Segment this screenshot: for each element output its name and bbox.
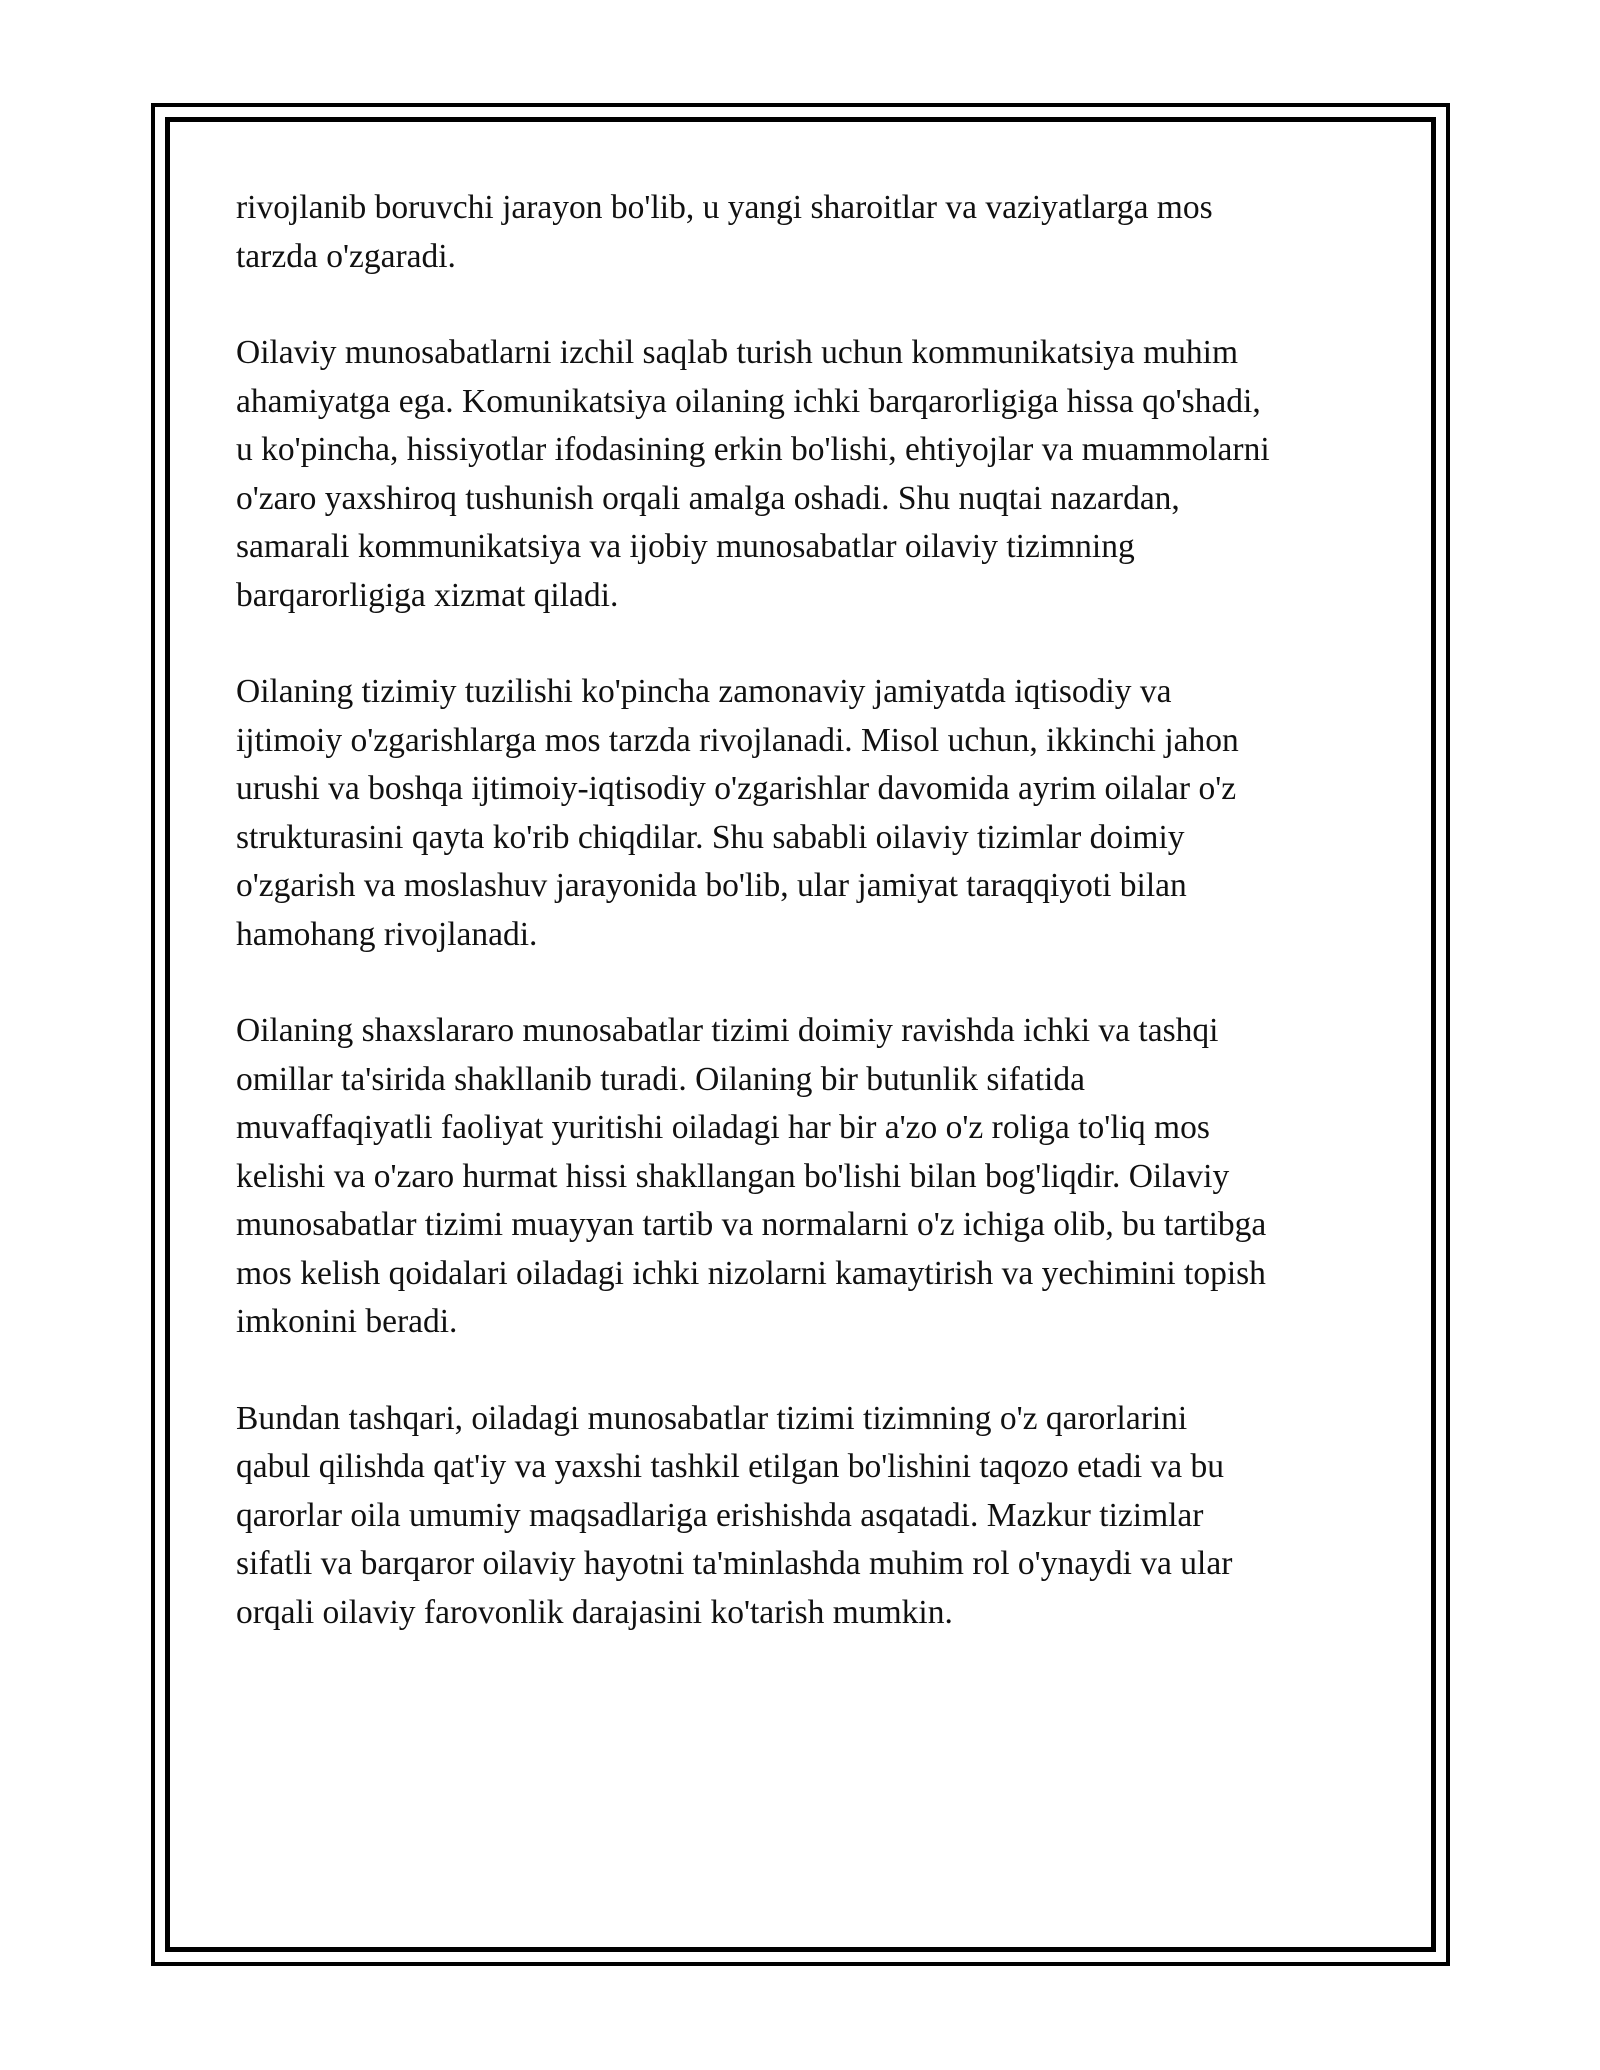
text-line: o'zgarish va moslashuv jarayonida bo'lib, ular jamiyat taraqqiyoti bilan [236, 867, 1187, 904]
text-line: barqarorligiga xizmat qiladi. [236, 576, 619, 614]
text-line: qarorlar oila umumiy maqsadlariga erishishda asqatadi. Mazkur tizimlar [236, 1496, 1204, 1534]
text-line: munosabatlar tizimi muayyan tartib va normalarni o'z ichiga olib, bu tartibga [236, 1206, 1267, 1243]
text-line: mos kelish qoidalari oiladagi ichki nizolarni kamaytirish va yechimini topish [236, 1254, 1266, 1292]
text-line: Oilaviy munosabatlarni izchil saqlab turish uchun kommunikatsiya muhim [236, 334, 1239, 371]
text-line: qabul qilishda qat'iy va yaxshi tashkil etilgan bo'lishini taqozo etadi va bu [236, 1448, 1225, 1485]
text-line: u ko'pincha, hissiyotlar ifodasining erkin bo'lishi, ehtiyojlar va muammolarni [236, 431, 1270, 468]
text-line: muvaffaqiyatli faoliyat yuritishi oiladagi har bir a'zo o'z roliga to'liq mos [236, 1109, 1210, 1146]
text-line: ahamiyatga ega. Komunikatsiya oilaning ichki barqarorligiga hissa qo'shadi, [236, 382, 1261, 420]
text-line: ijtimoiy o'zgarishlarga mos tarzda rivojlanadi. Misol uchun, ikkinchi jahon [236, 721, 1239, 759]
text-line: omillar ta'sirida shakllanib turadi. Oilaning bir butunlik sifatida [236, 1060, 1085, 1098]
paragraph [236, 184, 1376, 281]
text-line: Oilaning tizimiy tuzilishi ko'pincha zamonaviy jamiyatda iqtisodiy va [236, 673, 1172, 710]
text-line: hamohang rivojlanadi. [236, 915, 538, 953]
text-line: sifatli va barqaror oilaviy hayotni ta'minlashda muhim rol o'ynaydi va ular [236, 1545, 1233, 1582]
document-body [236, 184, 1376, 1637]
paragraph [236, 1395, 1376, 1638]
paragraph [236, 329, 1376, 620]
text-line: samarali kommunikatsiya va ijobiy munosabatlar oilaviy tizimning [236, 528, 1135, 565]
text-line: strukturasini qayta ko'rib chiqdilar. Shu sababli oilaviy tizimlar doimiy [236, 818, 1185, 856]
text-line: Bundan tashqari, oiladagi munosabatlar tizimi tizimning o'z qarorlarini [236, 1399, 1188, 1437]
text-line: Oilaning shaxslararo munosabatlar tizimi doimiy ravishda ichki va tashqi [236, 1012, 1219, 1049]
text-line: imkonini beradi. [236, 1303, 458, 1340]
text-line: o'zaro yaxshiroq tushunish orqali amalga oshadi. Shu nuqtai nazardan, [236, 479, 1180, 517]
paragraph [236, 668, 1376, 959]
text-line: urushi va boshqa ijtimoiy-iqtisodiy o'zgarishlar davomida ayrim oilalar o'z [236, 770, 1237, 807]
text-line: rivojlanib boruvchi jarayon bo'lib, u yangi sharoitlar va vaziyatlarga mos [236, 189, 1213, 226]
paragraph [236, 1007, 1376, 1347]
text-line: orqali oilaviy farovonlik darajasini ko'tarish mumkin. [236, 1593, 953, 1631]
text-line: kelishi va o'zaro hurmat hissi shakllangan bo'lishi bilan bog'liqdir. Oilaviy [236, 1157, 1230, 1195]
text-line: tarzda o'zgaradi. [236, 237, 456, 275]
